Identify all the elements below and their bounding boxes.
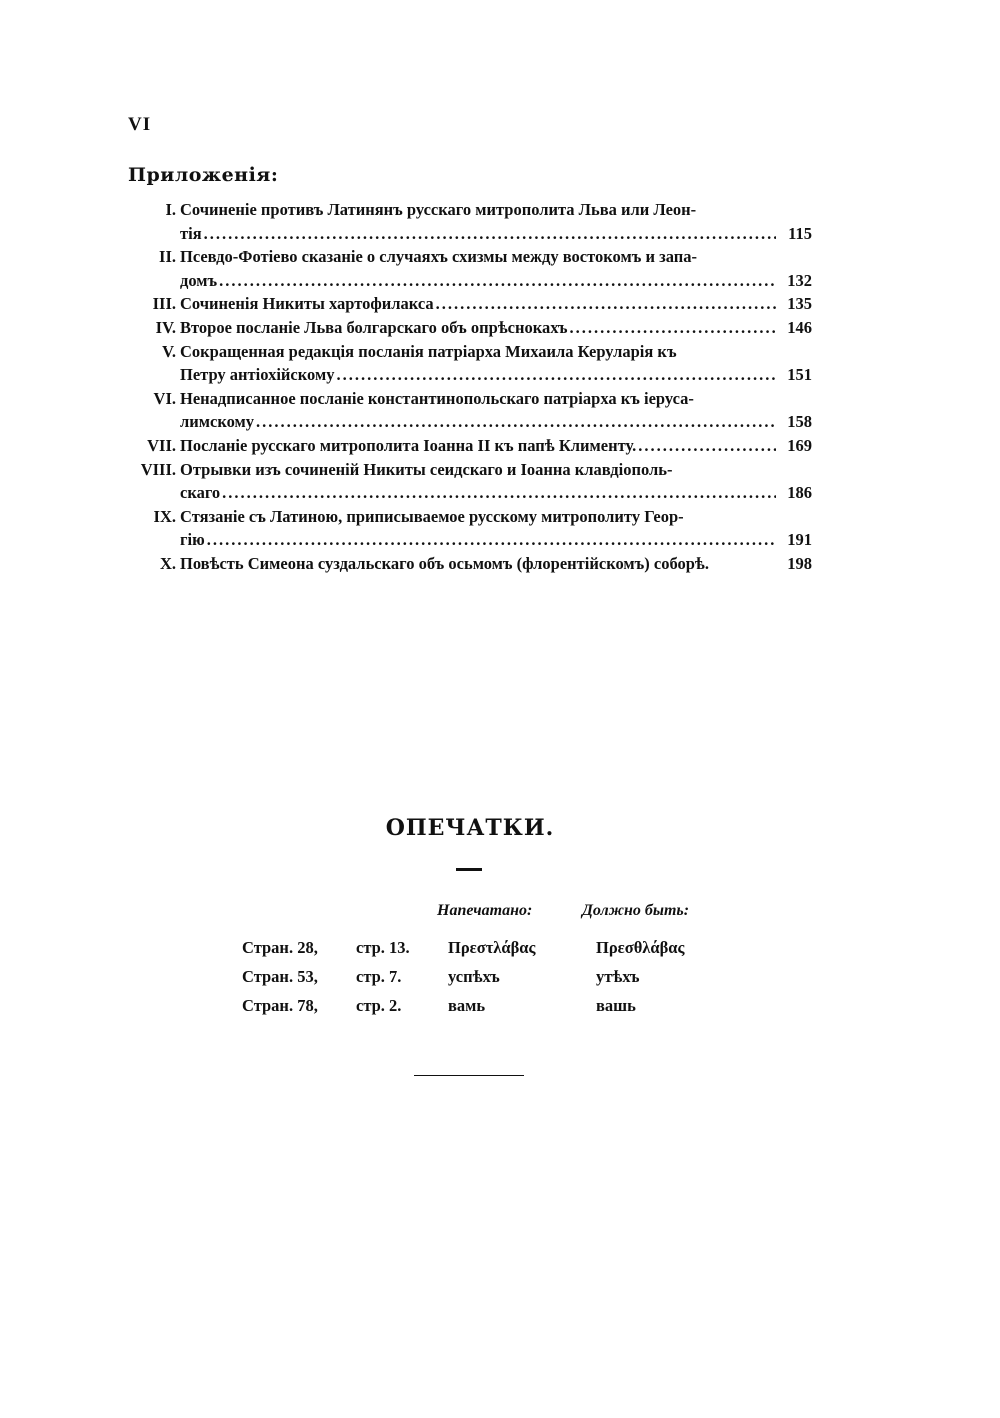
errata-row bbox=[0, 967, 1000, 995]
toc-entry-number: V. bbox=[162, 341, 176, 361]
toc-leader-dots bbox=[254, 410, 776, 434]
errata-line: стр. 13. bbox=[356, 938, 410, 957]
toc-entry-text: Посланіе русскаго митрополита Іоанна II къ папѣ Клименту. bbox=[180, 435, 637, 455]
toc-page-number: 146 bbox=[787, 317, 812, 337]
toc-entry-text: Ненадписанное посланіе константинопольскаго патріарха къ іеруса- bbox=[180, 388, 694, 408]
toc-leader-dots bbox=[220, 481, 776, 505]
toc-page-number: 191 bbox=[787, 530, 812, 550]
toc-page-number: 135 bbox=[787, 294, 812, 314]
toc-entry-text: Петру антіохійскому bbox=[180, 365, 335, 385]
errata-line: стр. 7. bbox=[356, 967, 402, 986]
errata-page: Стран. 53, bbox=[242, 967, 318, 986]
toc-entry-number: IX. bbox=[153, 506, 176, 526]
errata-title: ОПЕЧАТКИ. bbox=[385, 815, 555, 841]
toc-entry bbox=[128, 292, 812, 316]
errata-row bbox=[0, 938, 1000, 966]
title-dash-divider bbox=[456, 868, 482, 871]
toc-entry-text: Сокращенная редакція посланія патріарха Михаила Керуларія къ bbox=[180, 341, 677, 361]
errata-correct: утѣхъ bbox=[596, 967, 640, 986]
toc-entry bbox=[128, 198, 812, 245]
toc-entry-number: X. bbox=[159, 553, 176, 573]
toc-entry-number: III. bbox=[152, 294, 176, 314]
toc-entry-text: Сочиненія Никиты хартофилакса bbox=[180, 294, 434, 314]
toc-entry-text: Стязаніе съ Латиною, приписываемое русскому митрополиту Геор- bbox=[180, 506, 684, 526]
toc-entry-text: скаго bbox=[180, 483, 221, 503]
toc-entry bbox=[128, 552, 812, 576]
toc-page-number: 115 bbox=[788, 223, 812, 243]
toc-entry-number: VIII. bbox=[140, 459, 176, 479]
toc-entry-text: Псевдо-Фотіево сказаніе о случаяхъ схизмы между востокомъ и запа- bbox=[180, 247, 697, 267]
toc-leader-dots bbox=[434, 292, 776, 316]
toc-leader-dots bbox=[217, 269, 776, 293]
toc-entry-text: Второе посланіе Льва болгарскаго объ опрѣснокахъ bbox=[180, 317, 568, 337]
table-of-contents bbox=[128, 198, 812, 576]
toc-leader-dots bbox=[636, 434, 776, 458]
toc-page-number: 186 bbox=[787, 483, 812, 503]
errata-correct: Πρεσθλάβας bbox=[596, 938, 685, 957]
errata-header-should-be: Должно быть: bbox=[582, 902, 690, 919]
toc-page-number: 158 bbox=[787, 412, 812, 432]
toc-leader-dots bbox=[334, 363, 776, 387]
errata-line: стр. 2. bbox=[356, 996, 402, 1015]
toc-entry-number: II. bbox=[159, 247, 176, 267]
toc-entry bbox=[128, 434, 812, 458]
toc-leader-dots bbox=[202, 222, 776, 246]
page-number: VI bbox=[128, 114, 152, 135]
errata-printed: Πρεστλάβας bbox=[448, 938, 536, 957]
errata-page: Стран. 28, bbox=[242, 938, 318, 957]
errata-correct: вашь bbox=[596, 996, 636, 1015]
toc-entry-text: тія bbox=[180, 223, 202, 243]
toc-entry-number: IV. bbox=[155, 317, 176, 337]
errata-printed: вамь bbox=[448, 996, 486, 1015]
toc-entry-text: домъ bbox=[180, 270, 218, 290]
toc-page-number: 132 bbox=[787, 270, 812, 290]
toc-leader-dots bbox=[567, 316, 776, 340]
toc-page-number: 151 bbox=[787, 365, 812, 385]
toc-entry-text: лимскому bbox=[180, 412, 255, 432]
toc-entry bbox=[128, 505, 812, 552]
errata-page: Стран. 78, bbox=[242, 996, 318, 1015]
bottom-rule bbox=[414, 1075, 524, 1076]
appendix-title: Приложенія: bbox=[128, 164, 279, 186]
errata-printed: успѣхъ bbox=[448, 967, 500, 986]
errata-header-printed: Напечатано: bbox=[437, 902, 533, 919]
toc-entry-text: гію bbox=[180, 530, 205, 550]
errata-row bbox=[0, 996, 1000, 1024]
toc-entry bbox=[128, 245, 812, 292]
toc-entry bbox=[128, 316, 812, 340]
toc-entry-number: I. bbox=[165, 200, 176, 219]
toc-entry-text: Отрывки изъ сочиненій Никиты сеидскаго и Іоанна клавдіополь- bbox=[180, 459, 673, 479]
toc-entry bbox=[128, 340, 812, 387]
toc-entry-text: Сочиненіе противъ Латинянъ русскаго митрополита Льва или Леон- bbox=[180, 200, 697, 219]
toc-page-number: 198 bbox=[787, 553, 812, 573]
toc-entry-text: Повѣсть Симеона суздальскаго объ осьмомъ (флорентійскомъ) соборѣ. bbox=[180, 553, 709, 573]
toc-entry-number: VII. bbox=[147, 435, 176, 455]
toc-entry bbox=[128, 387, 812, 434]
toc-page-number: 169 bbox=[787, 435, 812, 455]
toc-entry bbox=[128, 458, 812, 505]
toc-entry-number: VI. bbox=[153, 388, 176, 408]
toc-leader-dots bbox=[205, 528, 776, 552]
